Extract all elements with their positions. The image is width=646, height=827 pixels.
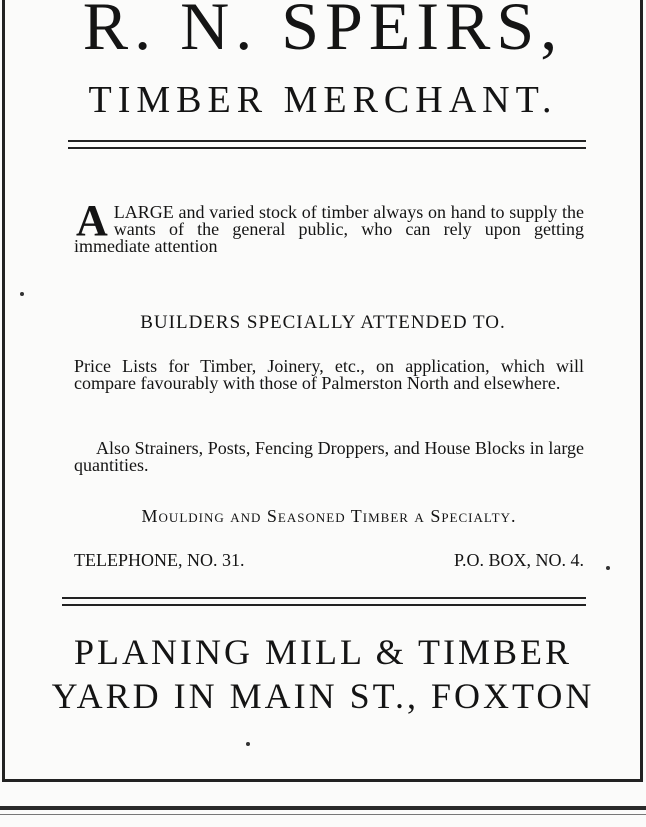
po-box: P.O. BOX, NO. 4. — [453, 550, 584, 570]
divider-bottom-2 — [62, 604, 586, 606]
telephone: TELEPHONE, NO. 31. — [74, 550, 245, 570]
ink-speck — [20, 292, 24, 296]
ink-speck — [606, 566, 610, 570]
builders-line: BUILDERS SPECIALLY ATTENDED TO. — [140, 312, 506, 333]
page-bottom-rule — [0, 806, 646, 810]
also-paragraph: Also Strainers, Posts, Fencing Droppers, and House Blocks in large quantities. — [74, 438, 584, 475]
stock-paragraph — [74, 196, 584, 256]
frame-bottom-rule — [2, 779, 643, 782]
planing-mill-line: PLANING MILL & TIMBER — [74, 632, 572, 672]
yard-line: YARD IN MAIN ST., FOXTON — [51, 676, 595, 716]
merchant-name: R. N. SPEIRS, — [82, 0, 564, 64]
ink-speck — [246, 742, 250, 746]
page-bottom-thin-rule — [0, 814, 646, 815]
moulding-line: Moulding and Seasoned Timber a Specialty. — [141, 506, 517, 526]
divider-top-2 — [68, 147, 586, 149]
trade-heading: TIMBER MERCHANT. — [88, 79, 558, 121]
divider-top-1 — [68, 140, 586, 142]
price-paragraph: Price Lists for Timber, Joinery, etc., on application, which will compare favourably with those of Palmerston North and elsewhere. — [74, 356, 584, 393]
divider-bottom-1 — [62, 597, 586, 599]
contact-line — [74, 550, 584, 571]
drop-cap: A — [76, 196, 108, 245]
stock-text: LARGE and varied stock of timber always on hand to supply the wants of the general public, who can rely upon getting immediate attention — [74, 202, 584, 256]
